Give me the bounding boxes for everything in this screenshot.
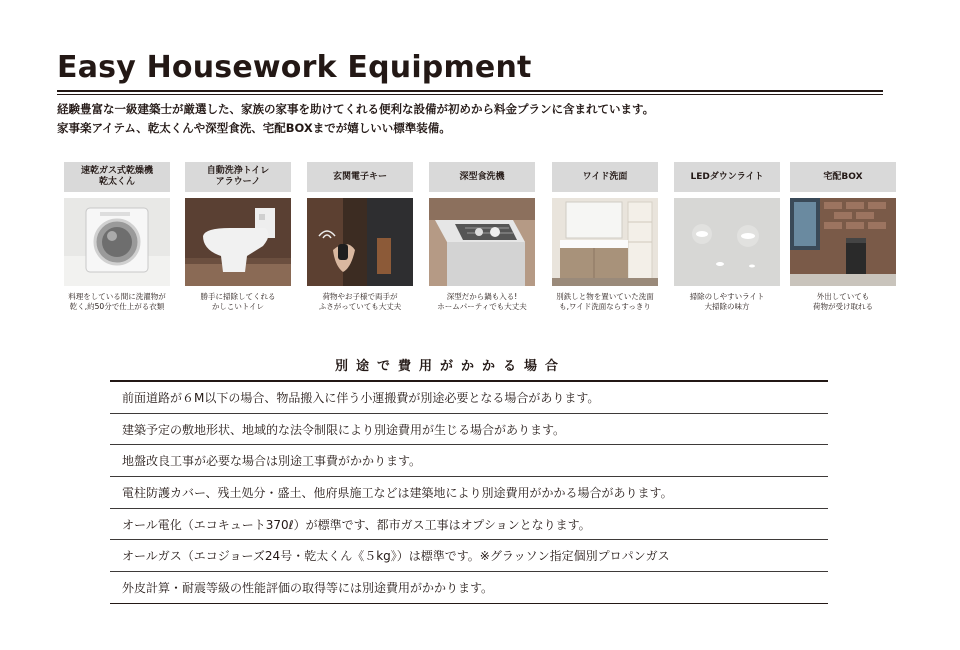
equipment-caption: 料理をしている間に洗濯物が 乾く,約50分で仕上がる衣類 [68,292,166,311]
equipment-item-delivery-box [790,162,896,311]
title-rule [57,90,883,92]
table-row: オール電化（エコキュート370ℓ）が標準です、都市ガス工事はオプションとなります。 [110,508,828,540]
equipment-caption: 外出していても 荷物が受け取れる [813,292,873,311]
delivery-box-photo [790,198,896,286]
equipment-item-downlight [674,162,780,311]
toilet-photo [185,198,291,286]
equipment-label: 宅配BOX [790,162,896,192]
equipment-caption: 別鉄しと物を置いていた洗面 も,ワイド洗面ならすっきり [556,292,654,311]
downlight-photo [674,198,780,286]
equipment-list [64,162,884,322]
equipment-item-dishwasher [429,162,535,311]
table-row: 外皮計算・耐震等級の性能評価の取得等には別途費用がかかります。 [110,571,828,603]
extra-costs-heading: 別途で費用がかかる場合 [335,359,567,374]
equipment-label: 自動洗浄トイレ アラウーノ [185,162,291,192]
table-row: オールガス（エコジョーズ24号・乾太くん《５kg》）は標準です。※グラッソン指定個別プロパンガス [110,539,828,571]
intro-text [57,100,654,138]
intro-line-1: 経験豊富な一級建築士が厳選した、家族の家事を助けてくれる便利な設備が初めから料金プランに含まれています。 [57,102,655,116]
gas-dryer-photo [64,198,170,286]
table-row: 前面道路が６M以下の場合、物品搬入に伴う小運搬費が別途必要となる場合があります。 [110,380,828,413]
equipment-caption: 掃除のしやすいライト 大掃除の味方 [689,292,765,311]
equipment-caption: 荷物やお子様で両手が ふさがっていても大丈夫 [318,292,402,311]
table-row: 地盤改良工事が必要な場合は別途工事費がかかります。 [110,444,828,476]
equipment-item-toilet [185,162,291,311]
table-bottom-rule [110,603,828,604]
equipment-label: 玄関電子キー [307,162,413,192]
page-title: Easy Housework Equipment [57,50,532,85]
extra-costs-table [110,380,828,604]
title-rule-thin [57,94,883,95]
entrance-key-photo [307,198,413,286]
equipment-item-washbasin [552,162,658,311]
equipment-label: LEDダウンライト [674,162,780,192]
table-row: 建築予定の敷地形状、地域的な法令制限により別途費用が生じる場合があります。 [110,413,828,445]
table-row: 電柱防護カバー、残土処分・盛土、他府県施工などは建築地により別途費用がかかる場合があります。 [110,476,828,508]
intro-line-2: 家事楽アイテム、乾太くんや深型食洗、宅配BOXまでが嬉しいい標準装備。 [57,121,451,135]
equipment-caption: 深型だから鍋も入る! ホームパーティでも大丈夫 [437,292,527,311]
wide-washbasin-photo [552,198,658,286]
equipment-item-key [307,162,413,311]
equipment-caption: 勝手に掃除してくれる かしこいトイレ [200,292,276,311]
dishwasher-photo [429,198,535,286]
equipment-label: 深型食洗機 [429,162,535,192]
equipment-label: ワイド洗面 [552,162,658,192]
equipment-label: 速乾ガス式乾燥機 乾太くん [64,162,170,192]
equipment-item-dryer [64,162,170,311]
